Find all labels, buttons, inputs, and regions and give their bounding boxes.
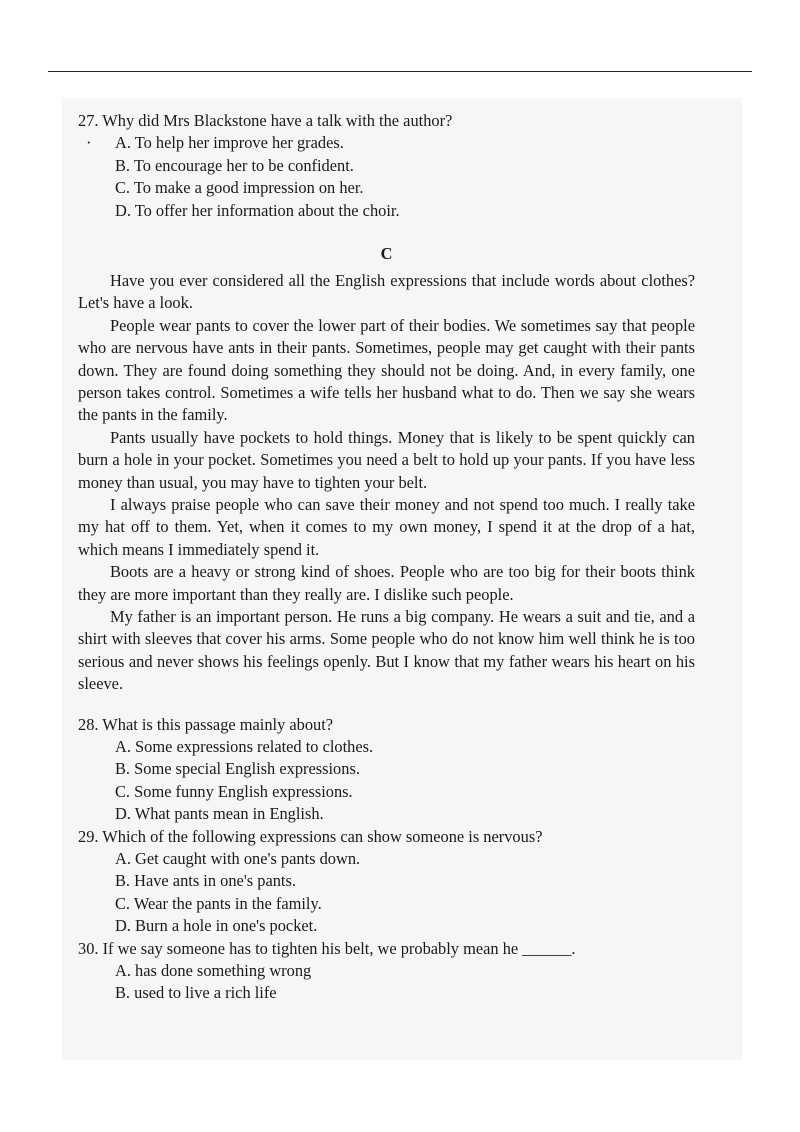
passage-paragraph-4: I always praise people who can save their money and not spend too much. I really take my hat off to them. Yet, when it comes to my own money, I spend it at the drop of a hat, which means I immediately spend it. [78,495,695,559]
question-28-option-d: D. What pants mean in English. [115,804,324,824]
question-29-stem: 29. Which of the following expressions can show someone is nervous? [78,826,543,846]
passage-paragraph-1: Have you ever considered all the English expressions that include words about clothes? Let's have a look. [78,270,695,313]
passage-paragraph-5: Boots are a heavy or strong kind of shoes. People who are too big for their boots think they are more important than they really are. I dislike such people. [78,562,695,604]
option-text: A. To help her improve her grades. [115,133,344,153]
passage-paragraph-3: Pants usually have pockets to hold things. Money that is likely to be spent quickly can burn a hole in your pocket. Sometimes you need a belt to hold up your pants. If you have less money than usual, you may have to tighten your belt. [78,427,695,492]
question-28 [78,714,695,826]
question-30-option-b: B. used to live a rich life [115,983,277,1003]
question-27-stem: 27. Why did Mrs Blackstone have a talk with the author? [78,111,453,130]
question-28-stem: 28. What is this passage mainly about? [78,714,334,734]
question-29-option-b: B. Have ants in one's pants. [115,871,296,891]
question-30-option-a: A. has done something wrong [115,960,312,980]
passage [78,270,695,696]
question-28-option-b: B. Some special English expressions. [115,759,360,779]
question-27-option-d: D. To offer her information about the choir. [115,200,400,220]
question-29-option-d: D. Burn a hole in one's pocket. [115,916,318,936]
question-27-option-b: B. To encourage her to be confident. [115,155,354,175]
question-30 [78,938,695,1005]
passage-paragraph-6: My father is an important person. He runs a big company. He wears a suit and tie, and a shirt with sleeves that cover his arms. Some people who do not know him well think he is too serious and never shows his feelings openly. But I know that my father wears his heart on his sleeve. [78,607,695,694]
question-29-option-a: A. Get caught with one's pants down. [115,849,361,869]
exam-content [78,110,695,1005]
question-29-option-c: C. Wear the pants in the family. [115,893,322,913]
question-27-option-a [78,132,695,154]
question-29 [78,826,695,938]
section-heading: C [380,243,393,263]
spacer [78,696,695,714]
passage-paragraph-2: People wear pants to cover the lower part of their bodies. We sometimes say that people who are nervous have ants in their pants. Sometimes, people may get caught with their pants down. They are found doing something they should not be doing. And, in every family, one person takes control. Sometimes a wife tells her husband what to do. Then we say she wears the pants in the family. [78,315,695,425]
top-rule [48,71,752,72]
question-28-option-a: A. Some expressions related to clothes. [115,737,374,757]
bullet-mark: · [86,133,92,153]
question-27 [78,110,695,222]
question-28-option-c: C. Some funny English expressions. [115,781,353,801]
question-30-stem: 30. If we say someone has to tighten his belt, we probably mean he ______. [78,938,576,958]
question-27-option-c: C. To make a good impression on her. [115,178,364,198]
